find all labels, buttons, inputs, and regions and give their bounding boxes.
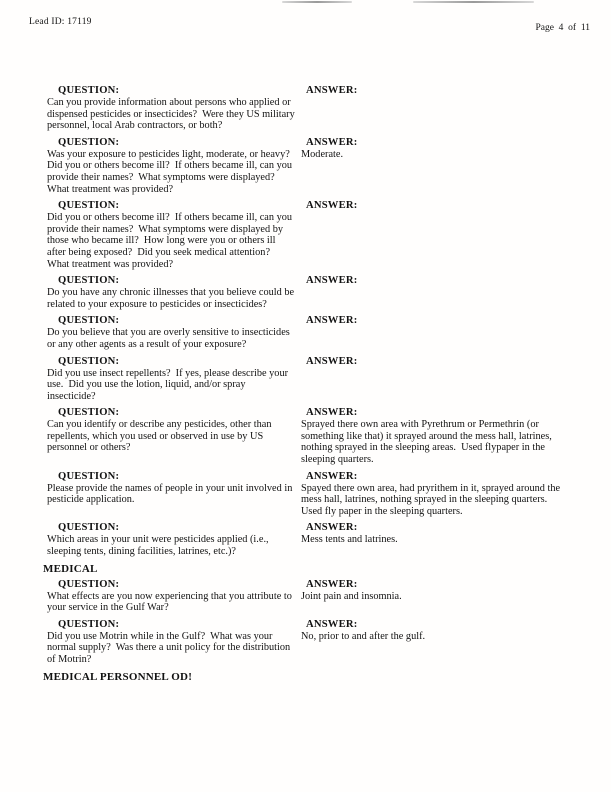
question-text: Please provide the names of people in your unit involved in pesticide application. xyxy=(47,482,295,506)
page-indicator: Page 4 of 11 xyxy=(535,23,590,33)
qa-row xyxy=(43,579,569,614)
answer-text: Mess tents and latrines. xyxy=(301,534,398,546)
lead-id: Lead ID: 17119 xyxy=(29,17,92,27)
question-label: QUESTION: xyxy=(58,136,120,148)
qa-row xyxy=(43,137,569,195)
question-text: Was your exposure to pesticides light, moderate, or heavy? Did you or others become ill? If others became ill, can you provide their names? What symptoms were displayed? What treatment was provided? xyxy=(47,148,295,195)
answer-text: Moderate. xyxy=(301,148,344,160)
answer-text: Sprayed there own area with Pyrethrum or Permethrin (or something like that) it sprayed around the mess hall, latrines, nothing sprayed in the sleeping areas. Used flypaper in the sleeping quarters. xyxy=(301,419,555,466)
qa-row xyxy=(43,85,569,132)
section-heading-medical: MEDICAL xyxy=(43,562,98,575)
question-label: QUESTION: xyxy=(58,470,120,482)
scan-artifact-line xyxy=(413,1,534,3)
answer-text: No, prior to and after the gulf. xyxy=(301,630,426,642)
qa-row xyxy=(43,522,569,557)
question-text: Can you identify or describe any pesticides, other than repellents, which you used or observed in use by US personnel or others? xyxy=(47,419,275,454)
qa-row xyxy=(43,356,569,403)
question-label: QUESTION: xyxy=(58,85,120,96)
question-label: QUESTION: xyxy=(58,355,120,367)
answer-text: Joint pain and insomnia. xyxy=(301,590,402,602)
qa-row xyxy=(43,619,569,666)
question-label: QUESTION: xyxy=(58,618,120,630)
section-heading-medical-personnel: MEDICAL PERSONNEL OD! xyxy=(43,670,193,683)
qa-row xyxy=(43,315,569,350)
question-label: QUESTION: xyxy=(58,275,120,287)
qa-content xyxy=(43,85,569,687)
question-label: QUESTION: xyxy=(58,315,120,327)
scan-artifact-line xyxy=(282,1,352,3)
answer-label: ANSWER: xyxy=(306,136,358,148)
question-text: Did you use insect repellents? If yes, please describe your use. Did you use the lotion, liquid, and/or spray insecticide? xyxy=(47,367,291,402)
answer-label: ANSWER: xyxy=(306,578,358,590)
answer-label: ANSWER: xyxy=(306,355,358,367)
answer-label: ANSWER: xyxy=(306,200,358,212)
question-text: Which areas in your unit were pesticides applied (i.e., sleeping tents, dining facilities, latrines, etc.)? xyxy=(47,534,272,558)
question-text: Do you believe that you are overly sensitive to insecticides or any other agents as a result of your exposure? xyxy=(47,327,293,350)
qa-row xyxy=(43,275,569,310)
question-label: QUESTION: xyxy=(58,578,120,590)
answer-text: Spayed there own area, had pryrithem in it, sprayed around the mess hall, latrines, nothing sprayed in the sleeping quarters. Used fly paper in the sleeping quarters. xyxy=(301,482,563,517)
qa-row xyxy=(43,407,569,465)
question-text: Do you have any chronic illnesses that you believe could be related to your exposure to pesticides or insecticides? xyxy=(47,287,297,310)
question-text: Did you or others become ill? If others became ill, can you provide their names? What symptoms were displayed by those who became ill? How long were you or others ill after being exposed? Did you seek medical attention? What treatment was provided? xyxy=(47,212,295,270)
answer-label: ANSWER: xyxy=(306,470,358,482)
answer-label: ANSWER: xyxy=(306,85,358,96)
answer-label: ANSWER: xyxy=(306,522,358,534)
answer-label: ANSWER: xyxy=(306,315,358,327)
question-text: What effects are you now experiencing that you attribute to your service in the Gulf War? xyxy=(47,590,295,614)
question-text: Did you use Motrin while in the Gulf? What was your normal supply? Was there a unit policy for the distribution of Motrin? xyxy=(47,630,293,665)
answer-label: ANSWER: xyxy=(306,618,358,630)
question-text: Can you provide information about persons who applied or dispensed pesticides or insecticides? Were they US military personnel, local Arab contractors, or both? xyxy=(47,97,298,132)
answer-label: ANSWER: xyxy=(306,407,358,419)
question-label: QUESTION: xyxy=(58,200,120,212)
question-label: QUESTION: xyxy=(58,522,120,534)
question-label: QUESTION: xyxy=(58,407,120,419)
qa-row xyxy=(43,200,569,270)
answer-label: ANSWER: xyxy=(306,275,358,287)
qa-row xyxy=(43,471,569,518)
